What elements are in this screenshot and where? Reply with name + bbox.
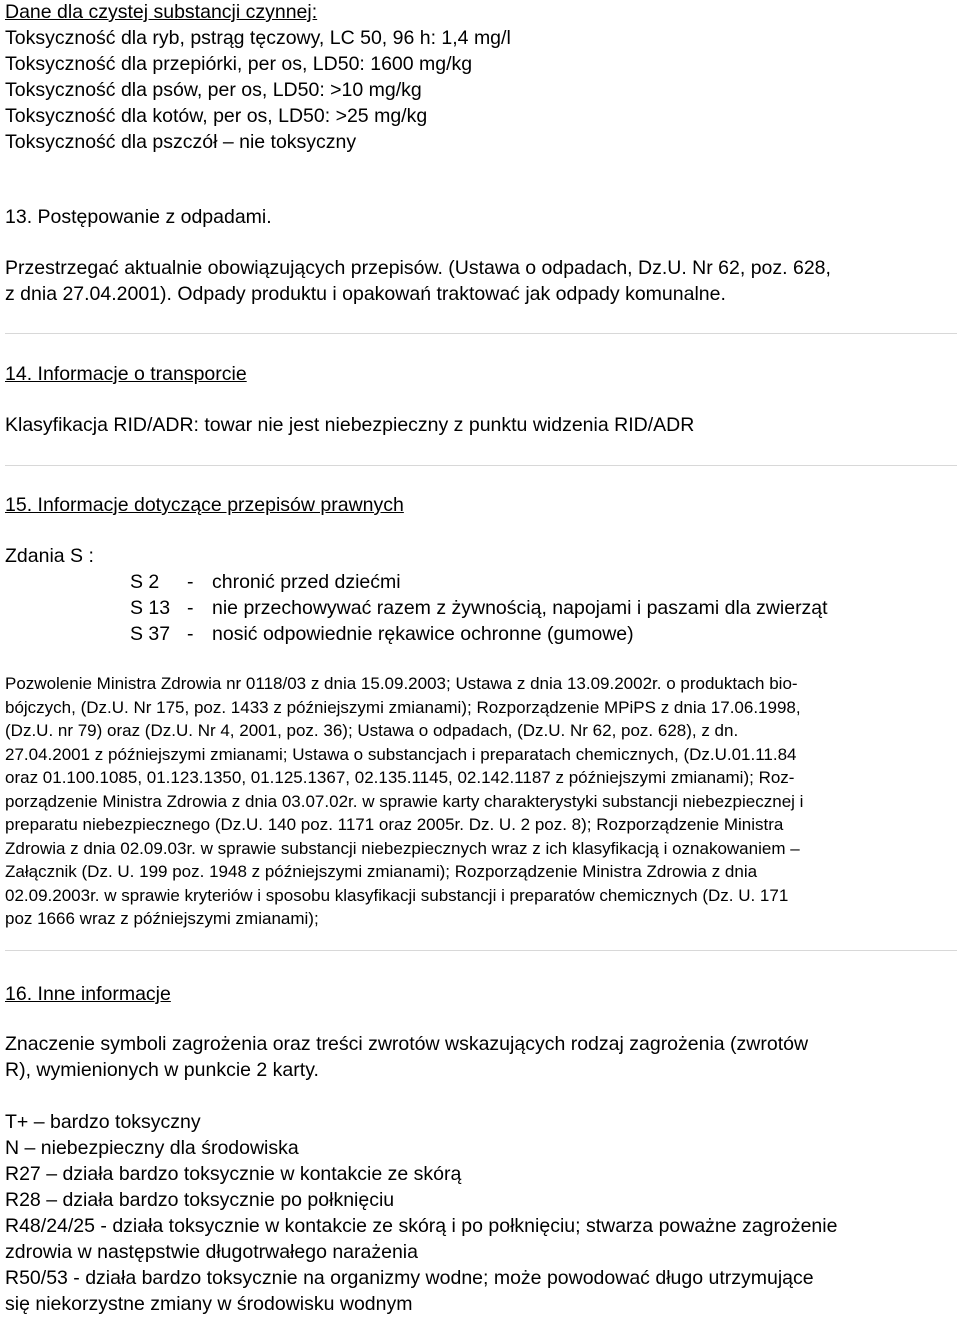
s-phrase-text: nosić odpowiednie rękawice ochronne (gumowe): [212, 623, 634, 645]
section-16-intro: [5, 1031, 957, 1083]
section-14-body: [5, 412, 957, 438]
s-phrase-dash: -: [187, 571, 194, 593]
legal-line: Zdrowia z dnia 02.09.03r. w sprawie substancji niebezpiecznych wraz z ich klasyfikacją i oznakowaniem –: [5, 838, 800, 858]
s-phrase-dash: -: [187, 623, 194, 645]
legal-line: oraz 01.100.1085, 01.123.1350, 01.125.1367, 02.135.1145, 02.142.1187 z późniejszymi zmianami); Roz-: [5, 768, 795, 787]
hazard-symbol-item: R50/53 - działa bardzo toksycznie na organizmy wodne; może powodować długo utrzymujące: [5, 1267, 814, 1289]
legal-line: Pozwolenie Ministra Zdrowia nr 0118/03 z dnia 15.09.2003; Ustawa z dnia 13.09.2002r. o produktach bio-: [5, 674, 798, 693]
hazard-symbol-item: T+ – bardzo toksyczny: [5, 1111, 201, 1133]
s-phrase-row: [5, 621, 957, 647]
s-phrase-code: S 13: [130, 597, 171, 619]
legal-line: poz 1666 wraz z późniejszymi zmianami);: [5, 909, 319, 928]
hazard-symbol-item: N – niebezpieczny dla środowiska: [5, 1137, 299, 1159]
legal-line: Załącznik (Dz. U. 199 poz. 1948 z późniejszymi zmianami); Rozporządzenie Ministra Zdrowia z dnia: [5, 862, 758, 881]
hazard-symbol-item: się niekorzystne zmiany w środowisku wodnym: [5, 1293, 413, 1315]
s-phrase-code: S 37: [130, 623, 171, 645]
s-phrase-text: nie przechowywać razem z żywnością, napojami i paszami dla zwierząt: [212, 597, 828, 619]
ecotox-line: Toksyczność dla psów, per os, LD50: >10 mg/kg: [5, 79, 422, 101]
section-13-body: [5, 255, 957, 307]
ecotox-line: Toksyczność dla pszczół – nie toksyczny: [5, 131, 357, 153]
s-phrase-row: [5, 569, 957, 595]
legal-line: 27.04.2001 z późniejszymi zmianami; Ustawa o substancjach i preparatach chemicznych, (Dz.U.01.11.84: [5, 744, 797, 764]
hazard-symbols-list: [5, 1109, 957, 1317]
s-phrase-text: chronić przed dziećmi: [212, 571, 401, 593]
section-15-title: 15. Informacje dotyczące przepisów prawnych: [5, 494, 404, 516]
s-phrases-list: [5, 569, 957, 647]
section-13-body-line: Przestrzegać aktualnie obowiązujących przepisów. (Ustawa o odpadach, Dz.U. Nr 62, poz. 628,: [5, 257, 831, 279]
legal-line: 02.09.2003r. w sprawie kryteriów i sposobu klasyfikacji substancji i preparatów chemicznych (Dz. U. 171: [5, 885, 789, 905]
section-13: [5, 204, 957, 230]
legal-references: [5, 672, 957, 931]
section-14-title: 14. Informacje o transporcie: [5, 363, 247, 385]
section-14: [5, 361, 957, 387]
legal-line: (Dz.U. nr 79) oraz (Dz.U. Nr 4, 2001, poz. 36); Ustawa o odpadach, (Dz.U. Nr 62, poz. 628), z dn.: [5, 721, 739, 740]
legal-line: bójczych, (Dz.U. Nr 175, poz. 1433 z późniejszymi zmianami); Rozporządzenie MPiPS z dnia 17.06.1998,: [5, 697, 801, 717]
divider: [5, 465, 957, 466]
ecotox-block: [5, 0, 957, 155]
legal-line: preparatu niebezpiecznego (Dz.U. 140 poz. 1171 oraz 2005r. Dz. U. 2 poz. 8); Rozporządzenie Ministra: [5, 815, 784, 834]
transport-classification: Klasyfikacja RID/ADR: towar nie jest niebezpieczny z punktu widzenia RID/ADR: [5, 414, 695, 436]
divider: [5, 950, 957, 951]
s-phrases-label-row: [5, 543, 957, 569]
divider: [5, 333, 957, 334]
ecotox-heading: Dane dla czystej substancji czynnej:: [5, 1, 318, 23]
hazard-symbol-item: R27 – działa bardzo toksycznie w kontakcie ze skórą: [5, 1163, 462, 1185]
hazard-symbol-item: zdrowia w następstwie długotrwałego narażenia: [5, 1241, 418, 1263]
section-16-intro-line: R), wymienionych w punkcie 2 karty.: [5, 1059, 319, 1081]
section-13-title: 13. Postępowanie z odpadami.: [5, 206, 272, 228]
ecotox-line: Toksyczność dla kotów, per os, LD50: >25 mg/kg: [5, 105, 428, 127]
section-13-body-line: z dnia 27.04.2001). Odpady produktu i opakowań traktować jak odpady komunalne.: [5, 283, 726, 305]
section-15: [5, 492, 957, 518]
hazard-symbol-item: R28 – działa bardzo toksycznie po połknięciu: [5, 1189, 395, 1211]
section-16-intro-line: Znaczenie symboli zagrożenia oraz treści zwrotów wskazujących rodzaj zagrożenia (zwrotów: [5, 1033, 809, 1055]
s-phrases-label: Zdania S :: [5, 545, 94, 567]
ecotox-line: Toksyczność dla przepiórki, per os, LD50: 1600 mg/kg: [5, 53, 473, 75]
s-phrase-dash: -: [187, 597, 194, 619]
hazard-symbol-item: R48/24/25 - działa toksycznie w kontakcie ze skórą i po połknięciu; stwarza poważne zagrożenie: [5, 1215, 838, 1237]
section-16: [5, 981, 957, 1007]
section-16-title: 16. Inne informacje: [5, 983, 171, 1005]
legal-line: porządzenie Ministra Zdrowia z dnia 03.07.02r. w sprawie karty charakterystyki substancji niebezpiecznej i: [5, 791, 804, 811]
s-phrase-row: [5, 595, 957, 621]
s-phrase-code: S 2: [130, 571, 160, 593]
ecotox-line: Toksyczność dla ryb, pstrąg tęczowy, LC 50, 96 h: 1,4 mg/l: [5, 27, 511, 49]
